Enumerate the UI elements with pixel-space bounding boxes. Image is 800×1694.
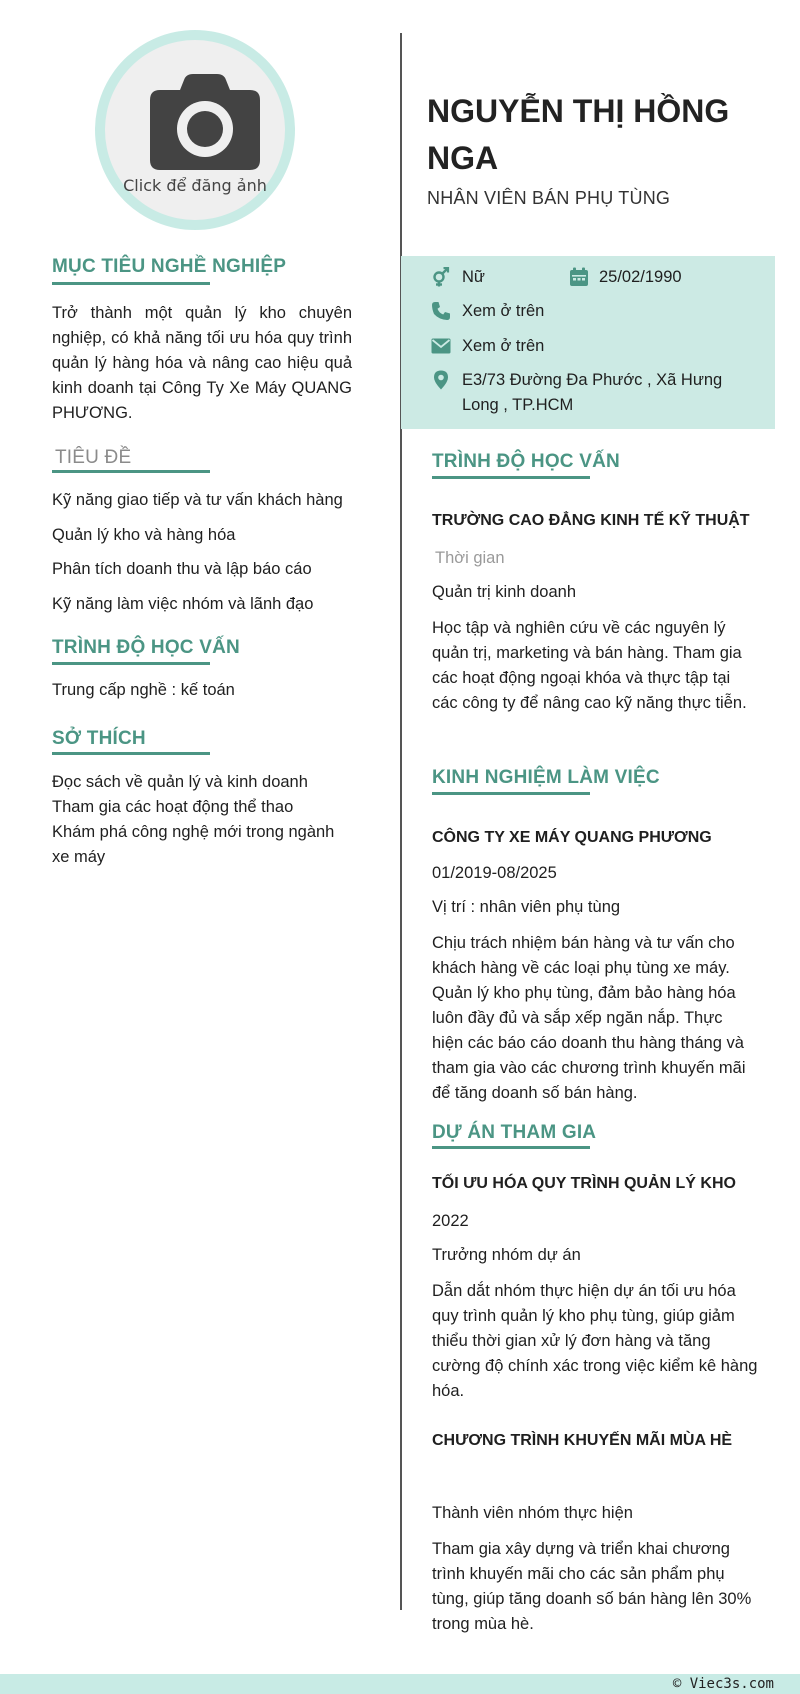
gender-icon: [431, 267, 451, 287]
project-name: TỐI ƯU HÓA QUY TRÌNH QUẢN LÝ KHO: [432, 1175, 736, 1192]
experience-period: 01/2019-08/2025: [432, 864, 557, 882]
education-underline: [432, 476, 590, 479]
candidate-name: NGUYỄN THỊ HỒNG NGA: [427, 93, 730, 176]
skill-item: Phân tích doanh thu và lập báo cáo: [52, 560, 312, 578]
education-time[interactable]: Thời gian: [435, 549, 505, 567]
project-description: Tham gia xây dựng và triển khai chương trình khuyến mãi cho các sản phẩm phụ tùng, giúp tăng doanh số bán hàng lên 30% trong mùa hè.: [432, 1540, 752, 1633]
contact-box: [401, 256, 775, 429]
phone-value: Xem ở trên: [462, 302, 545, 320]
education-description: Học tập và nghiên cứu về các nguyên lý quản trị, marketing và bán hàng. Tham gia các hoạt động ngoại khóa và thực tập tại các công ty để nâng cao kỹ năng thực tiễn.: [432, 619, 747, 712]
experience-underline: [432, 792, 590, 795]
school-name: TRƯỜNG CAO ĐẲNG KINH TẾ KỸ THUẬT: [432, 512, 750, 529]
hobbies-title: SỞ THÍCH: [52, 728, 146, 749]
skills-underline: [52, 470, 210, 473]
project-role: Thành viên nhóm thực hiện: [432, 1504, 633, 1522]
address-value: E3/73 Đường Đa Phước , Xã Hưng Long , TP.HCM: [462, 371, 723, 414]
experience-description: Chịu trách nhiệm bán hàng và tư vấn cho khách hàng về các loại phụ tùng xe máy. Quản lý kho phụ tùng, đảm bảo hàng hóa luôn đầy đủ và sắp xếp ngăn nắp. Thực hiện các báo cáo doanh thu hàng tháng và tham gia vào các chương trình khuyến mãi để tăng doanh số bán hàng.: [432, 934, 746, 1102]
phone-icon: [431, 301, 451, 321]
left-education-text: Trung cấp nghề : kế toán: [52, 681, 235, 699]
email-icon: [431, 336, 451, 356]
gender-value: Nữ: [462, 268, 485, 286]
calendar-icon: [569, 267, 589, 287]
project-name: CHƯƠNG TRÌNH KHUYẾN MÃI MÙA HÈ: [432, 1432, 733, 1449]
company-name: CÔNG TY XE MÁY QUANG PHƯƠNG: [432, 829, 712, 846]
hobby-item: Khám phá công nghệ mới trong ngành xe máy: [52, 823, 335, 866]
project-year: 2022: [432, 1212, 469, 1230]
avatar-caption: Click để đăng ảnh: [123, 176, 267, 195]
left-education-underline: [52, 662, 210, 665]
objective-title: MỤC TIÊU NGHỀ NGHIỆP: [52, 256, 287, 277]
birthday-value: 25/02/1990: [599, 268, 682, 286]
avatar[interactable]: [95, 30, 295, 230]
skill-item: Kỹ năng giao tiếp và tư vấn khách hàng: [52, 491, 343, 509]
skill-item: Quản lý kho và hàng hóa: [52, 526, 236, 544]
location-icon: [431, 370, 451, 390]
projects-title: DỰ ÁN THAM GIA: [432, 1122, 597, 1143]
objective-underline: [52, 282, 210, 285]
footer-credit[interactable]: © Viec3s.com: [672, 1676, 774, 1692]
left-education-title: TRÌNH ĐỘ HỌC VẤN: [52, 637, 240, 658]
education-major: Quản trị kinh doanh: [432, 583, 577, 601]
experience-title: KINH NGHIỆM LÀM VIỆC: [432, 767, 660, 788]
education-title: TRÌNH ĐỘ HỌC VẤN: [432, 451, 620, 472]
project-role: Trưởng nhóm dự án: [432, 1246, 581, 1264]
skill-item: Kỹ năng làm việc nhóm và lãnh đạo: [52, 595, 314, 613]
footer-bar: [0, 1674, 800, 1694]
hobby-item: Tham gia các hoạt động thể thao: [52, 798, 294, 816]
camera-icon: [150, 74, 260, 170]
hobby-item: Đọc sách về quản lý và kinh doanh: [52, 773, 308, 791]
job-title: NHÂN VIÊN BÁN PHỤ TÙNG: [427, 188, 671, 208]
experience-position: Vị trí : nhân viên phụ tùng: [432, 898, 621, 916]
email-value: Xem ở trên: [462, 337, 545, 355]
projects-underline: [432, 1146, 590, 1149]
objective-text: Trở thành một quản lý kho chuyên nghiệp, có khả năng tối ưu hóa quy trình quản lý hàng hóa và nâng cao hiệu quả kinh doanh tại Công Ty Xe Máy QUANG PHƯƠNG.: [52, 304, 352, 422]
skills-title[interactable]: TIÊU ĐỀ: [55, 447, 132, 468]
project-description: Dẫn dắt nhóm thực hiện dự án tối ưu hóa quy trình quản lý kho phụ tùng, giúp giảm thiểu thời gian xử lý đơn hàng và tăng cường độ chính xác trong việc kiểm kê hàng hóa.: [432, 1282, 758, 1400]
avatar-upload-area[interactable]: [105, 40, 285, 220]
hobbies-underline: [52, 752, 210, 755]
